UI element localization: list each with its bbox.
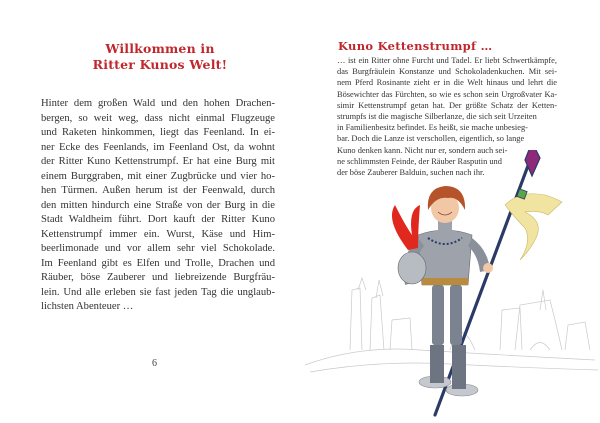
text-line: ne schlimmsten Feinde, der Räuber Rasputin und bbox=[337, 156, 502, 166]
text-line: strumpfs ist die magische Silberlanze, die sich seit Urzeiten bbox=[337, 112, 537, 122]
text-line: Hinter dem großen Wald und den hohen Drachen- bbox=[41, 98, 275, 109]
text-line: in Familienbesitz befindet. Es heißt, sie mache unbesieg- bbox=[337, 123, 528, 133]
right-page bbox=[300, 0, 600, 423]
section-heading: Kuno Kettenstrumpf … bbox=[338, 39, 493, 53]
text-line: … ist ein Ritter ohne Furcht und Tadel. Er liebt Schwertkämpfe, bbox=[337, 56, 557, 65]
text-line: Räuber, böse Zauberer und liebreizende Burgfräu- bbox=[41, 272, 275, 283]
knight-figure bbox=[392, 186, 493, 396]
text-line: nem Pferd Rosinante zieht er in die Welt hinaus und lehrt die bbox=[337, 78, 557, 88]
text-line: und Raketen hinkommen, liegt das Feenland. In ei- bbox=[41, 127, 275, 138]
chapter-title-line: Willkommen in bbox=[105, 41, 215, 56]
chapter-title-line: Ritter Kunos Welt! bbox=[92, 57, 228, 72]
text-line: hen Türmen. Außen herum ist der Feenwald, durch bbox=[41, 185, 275, 196]
text-line: ner Ecke des Feenlands, im Feenland Ost, da wohnt bbox=[41, 141, 275, 153]
text-line: lichsten Abenteuer … bbox=[41, 301, 134, 312]
plume bbox=[392, 205, 420, 250]
text-line: Kuno denken kann. Nicht nur er, sondern auch sei- bbox=[337, 145, 508, 155]
text-line: simir Kettenstrumpf getan hat. Der größte Schatz der Ketten- bbox=[337, 100, 557, 110]
text-line: Bösewichter das Fürchten, so wie es schon sein Urgroßvater Ka- bbox=[337, 89, 557, 99]
page-number: 6 bbox=[152, 358, 157, 369]
text-line: das Burgfräulein Konstanze und Schokoladenkuchen. Mit sei- bbox=[337, 67, 557, 77]
text-line: bergen, so weit weg, dass nicht einmal Flugzeuge bbox=[41, 112, 275, 124]
ribbon bbox=[505, 194, 562, 260]
intro-paragraph bbox=[41, 97, 275, 315]
knight-illustration bbox=[300, 150, 600, 423]
text-line: Kettenstrumpf immer ein. Wurst, Käse und Him- bbox=[41, 228, 275, 240]
text-line: der Ritter Kuno Kettenstrumpf. Er hat eine Burg mit bbox=[41, 156, 275, 167]
chapter-title bbox=[40, 41, 280, 73]
text-line: beerlimonade und vor allem sehr viel Schokolade. bbox=[41, 243, 275, 254]
text-line: lein. Und alle erleben sie fast jeden Tag die unglaub- bbox=[41, 286, 275, 298]
text-line: der böse Zauberer Balduin, suchen nach ihr. bbox=[337, 168, 485, 178]
text-line: einem Burggraben, mit einer Zugbrücke und vier ho- bbox=[41, 170, 275, 182]
text-line: Im Feenland gibt es Elfen und Trolle, Drachen und bbox=[41, 257, 275, 269]
text-line: bar. Doch die Lanze ist verschollen, eigentlich, so lange bbox=[337, 134, 525, 144]
text-line: Stadt Waldheim führt. Dort kauft der Ritter Kuno bbox=[41, 214, 275, 225]
text-line: den mitten hindurch eine Straße von der Burg in die bbox=[41, 199, 275, 211]
